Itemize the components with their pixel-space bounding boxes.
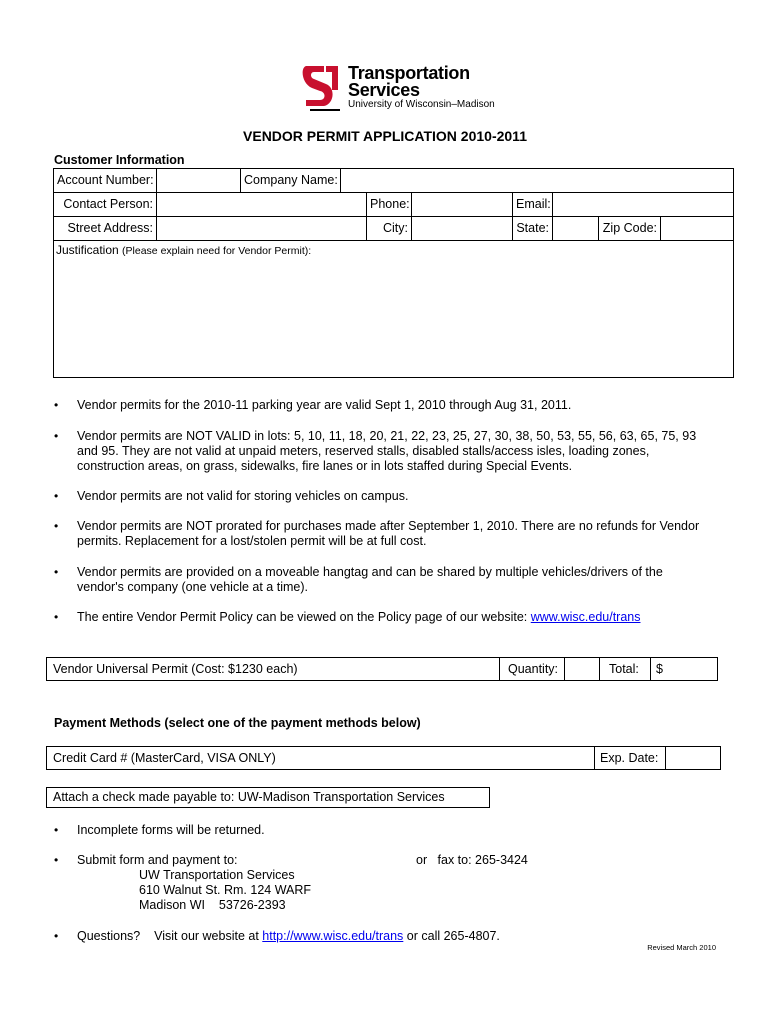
policy-link[interactable]: www.wisc.edu/trans [530, 610, 641, 624]
exp-date-field[interactable] [666, 747, 720, 769]
questions-text: Questions? Visit our website at [77, 929, 263, 943]
rule-no-proration [77, 519, 727, 549]
rule-valid-dates: Vendor permits for the 2010-11 parking year are valid Sept 1, 2010 through Aug 31, 2011. [77, 398, 572, 412]
bullet-icon: • [54, 565, 59, 579]
rule-policy [77, 610, 727, 625]
check-label: Attach a check made payable to: UW-Madison Transportation Services [53, 790, 445, 804]
permit-row [46, 657, 718, 681]
street-address-label: Street Address: [54, 217, 157, 241]
rule-line: construction areas, on grass, sidewalks, fire lanes or in lots staffed during Special Events. [77, 459, 573, 473]
address-line: 610 Walnut St. Rm. 124 WARF [139, 883, 312, 897]
account-number-label: Account Number: [54, 169, 157, 193]
rule-line: Vendor permits are NOT VALID in lots: 5, 10, 11, 18, 20, 21, 22, 23, 25, 27, 30, 38, 50, 53, 55, 56, 63, 65, 75, 93 [77, 429, 697, 443]
phone-field[interactable] [412, 193, 513, 217]
fax-number: or fax to: 265-3424 [416, 853, 528, 867]
questions-tail: or call 265-4807. [403, 929, 500, 943]
street-address-field[interactable] [157, 217, 367, 241]
website-link[interactable]: http://www.wisc.edu/trans [262, 929, 404, 943]
justification-field[interactable] [54, 261, 733, 377]
zip-code-label: Zip Code: [599, 217, 661, 241]
bullet-icon: • [54, 398, 59, 412]
state-label: State: [513, 217, 553, 241]
account-number-field[interactable] [157, 169, 241, 193]
rule-line: permits. Replacement for a lost/stolen permit will be at full cost. [77, 534, 427, 548]
rule-no-storage: Vendor permits are not valid for storing vehicles on campus. [77, 489, 409, 503]
customer-info-table [53, 168, 734, 378]
justification-hint: (Please explain need for Vendor Permit): [122, 245, 312, 257]
city-field[interactable] [412, 217, 513, 241]
mailing-address [139, 868, 311, 913]
check-option[interactable] [46, 787, 490, 808]
address-line: Madison WI 53726-2393 [139, 898, 286, 912]
email-label: Email: [513, 193, 553, 217]
logo-line-1: Transportation [348, 63, 470, 83]
bullet-icon: • [54, 853, 59, 867]
incomplete-note: Incomplete forms will be returned. [77, 823, 265, 837]
page-title: VENDOR PERMIT APPLICATION 2010-2011 [243, 128, 527, 144]
bullet-icon: • [54, 489, 59, 503]
transportation-logo-mark [302, 64, 344, 112]
logo-line-2: Services [348, 80, 420, 100]
company-name-label: Company Name: [241, 169, 341, 193]
quantity-field[interactable] [565, 658, 599, 680]
contact-person-field[interactable] [157, 193, 367, 217]
zip-code-field[interactable] [661, 217, 733, 241]
rule-line: vendor's company (one vehicle at a time). [77, 580, 308, 594]
total-field[interactable]: $ [656, 662, 663, 676]
bullet-icon: • [54, 519, 59, 533]
customer-info-heading: Customer Information [54, 153, 185, 167]
justification-title: Justification [56, 243, 119, 257]
email-field[interactable] [553, 193, 733, 217]
credit-card-row [46, 746, 721, 770]
rule-line: Vendor permits are provided on a moveable hangtag and can be shared by multiple vehicles/drivers of the [77, 565, 663, 579]
total-label: Total: [609, 662, 639, 676]
address-line: UW Transportation Services [139, 868, 295, 882]
bullet-icon: • [54, 610, 59, 624]
credit-card-label[interactable]: Credit Card # (MasterCard, VISA ONLY) [53, 751, 276, 765]
exp-date-label: Exp. Date: [600, 751, 659, 765]
quantity-label: Quantity: [508, 662, 559, 676]
rule-line: and 95. They are not valid at unpaid meters, reserved stalls, disabled stalls/access isles, loading zones, [77, 444, 650, 458]
permit-label: Vendor Universal Permit (Cost: $1230 each) [53, 662, 298, 676]
phone-label: Phone: [367, 193, 412, 217]
city-label: City: [367, 217, 412, 241]
bullet-icon: • [54, 429, 59, 443]
logo-line-3: University of Wisconsin–Madison [348, 99, 495, 110]
justification-label [56, 243, 311, 257]
contact-person-label: Contact Person: [54, 193, 157, 217]
payment-heading: Payment Methods (select one of the payment methods below) [54, 716, 421, 730]
company-name-field[interactable] [341, 169, 733, 193]
bullet-icon: • [54, 929, 59, 943]
bullet-icon: • [54, 823, 59, 837]
state-field[interactable] [553, 217, 599, 241]
rule-not-valid-lots [77, 429, 727, 474]
questions-line [77, 929, 727, 944]
rule-line: Vendor permits are NOT prorated for purchases made after September 1, 2010. There are no refunds for Vendor [77, 519, 700, 533]
submit-instructions: Submit form and payment to: [77, 853, 238, 867]
revision-date: Revised March 2010 [647, 943, 716, 952]
rule-policy-text: The entire Vendor Permit Policy can be viewed on the Policy page of our website: [77, 610, 531, 624]
rule-hangtag [77, 565, 727, 595]
